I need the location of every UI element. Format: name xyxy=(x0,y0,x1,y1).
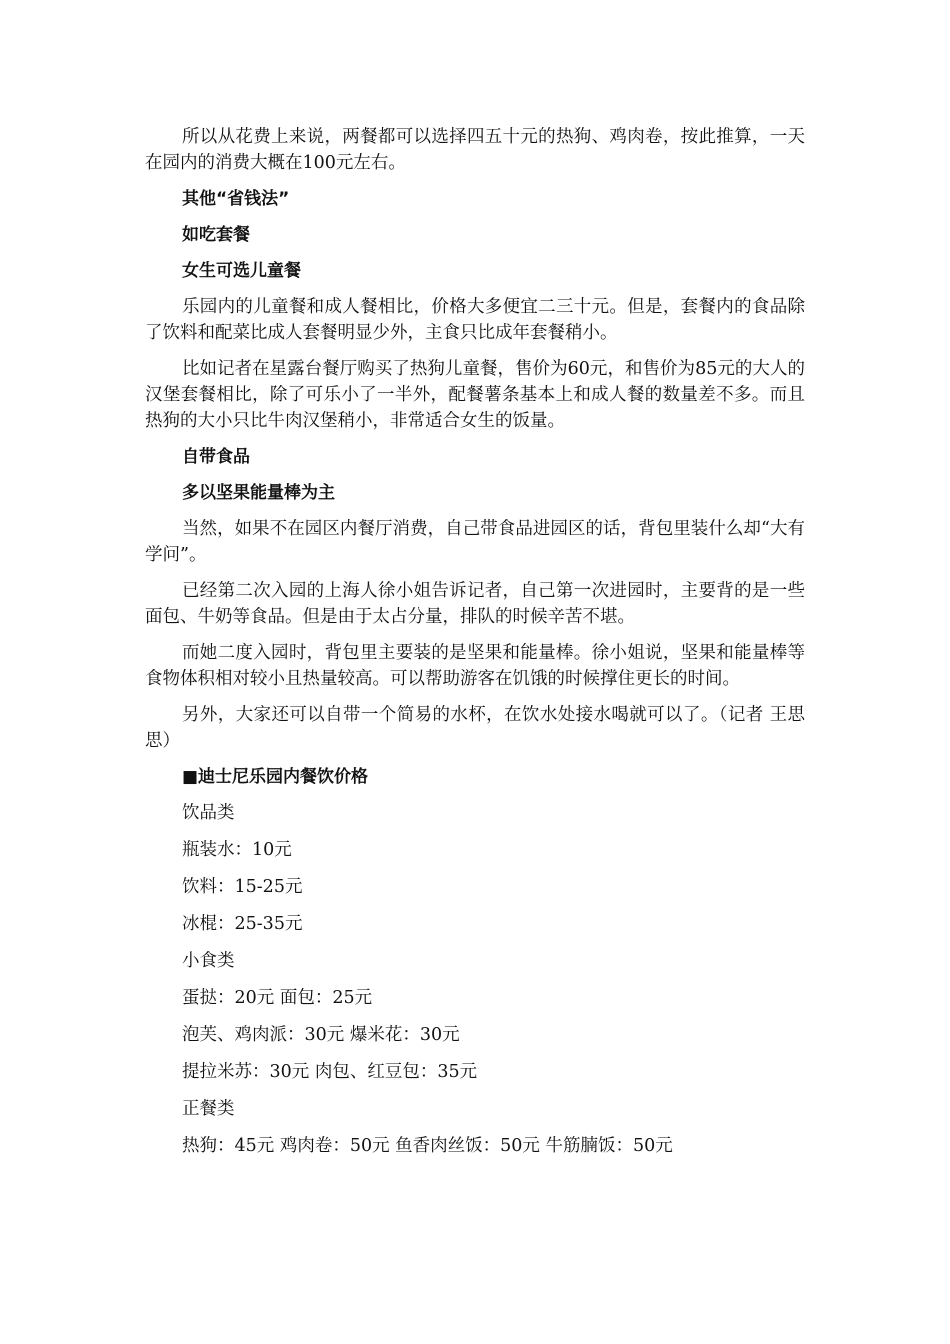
section-heading: 其他“省钱法” xyxy=(182,189,290,209)
price-item: 饮料：15-25元 xyxy=(182,877,303,897)
paragraph: 另外，大家还可以自带一个简易的水杯，在饮水处接水喝就可以了。（记者 王思思） xyxy=(145,705,805,751)
price-item: 泡芙、鸡肉派：30元 爆米花：30元 xyxy=(182,1025,460,1045)
price-item: 热狗：45元 鸡肉卷：50元 鱼香肉丝饭：50元 牛筋腩饭：50元 xyxy=(182,1136,673,1156)
paragraph: 而她二度入园时，背包里主要装的是坚果和能量棒。徐小姐说，坚果和能量棒等食物体积相对较小且热量较高。可以帮助游客在饥饿的时候撑住更长的时间。 xyxy=(145,643,805,689)
section-heading: 女生可选儿童餐 xyxy=(182,261,301,281)
price-category: 饮品类 xyxy=(182,803,235,823)
section-heading: 如吃套餐 xyxy=(182,225,250,245)
price-item: 提拉米苏：30元 肉包、红豆包：35元 xyxy=(182,1062,478,1082)
paragraph: 当然，如果不在园区内餐厅消费，自己带食品进园区的话，背包里装什么却“大有学问”。 xyxy=(145,519,805,565)
price-category: 小食类 xyxy=(182,951,235,971)
price-list-heading: ■迪士尼乐园内餐饮价格 xyxy=(182,767,369,787)
section-heading: 自带食品 xyxy=(182,447,250,467)
section-heading: 多以坚果能量棒为主 xyxy=(182,483,335,503)
price-category: 正餐类 xyxy=(182,1099,235,1119)
paragraph: 所以从花费上来说，两餐都可以选择四五十元的热狗、鸡肉卷，按此推算，一天在园内的消费大概在100元左右。 xyxy=(145,127,805,173)
price-item: 瓶装水：10元 xyxy=(182,840,292,860)
price-item: 蛋挞：20元 面包：25元 xyxy=(182,988,373,1008)
document-page xyxy=(145,124,805,1170)
paragraph: 比如记者在星露台餐厅购买了热狗儿童餐，售价为60元，和售价为85元的大人的汉堡套餐相比，除了可乐小了一半外，配餐薯条基本上和成人餐的数量差不多。而且热狗的大小只比牛肉汉堡稍小，非常适合女生的饭量。 xyxy=(145,359,805,431)
paragraph: 乐园内的儿童餐和成人餐相比，价格大多便宜二三十元。但是，套餐内的食品除了饮料和配菜比成人套餐明显少外，主食只比成年套餐稍小。 xyxy=(145,297,805,343)
paragraph: 已经第二次入园的上海人徐小姐告诉记者，自己第一次进园时，主要背的是一些面包、牛奶等食品。但是由于太占分量，排队的时候辛苦不堪。 xyxy=(145,581,805,627)
price-item: 冰棍：25-35元 xyxy=(182,914,303,934)
